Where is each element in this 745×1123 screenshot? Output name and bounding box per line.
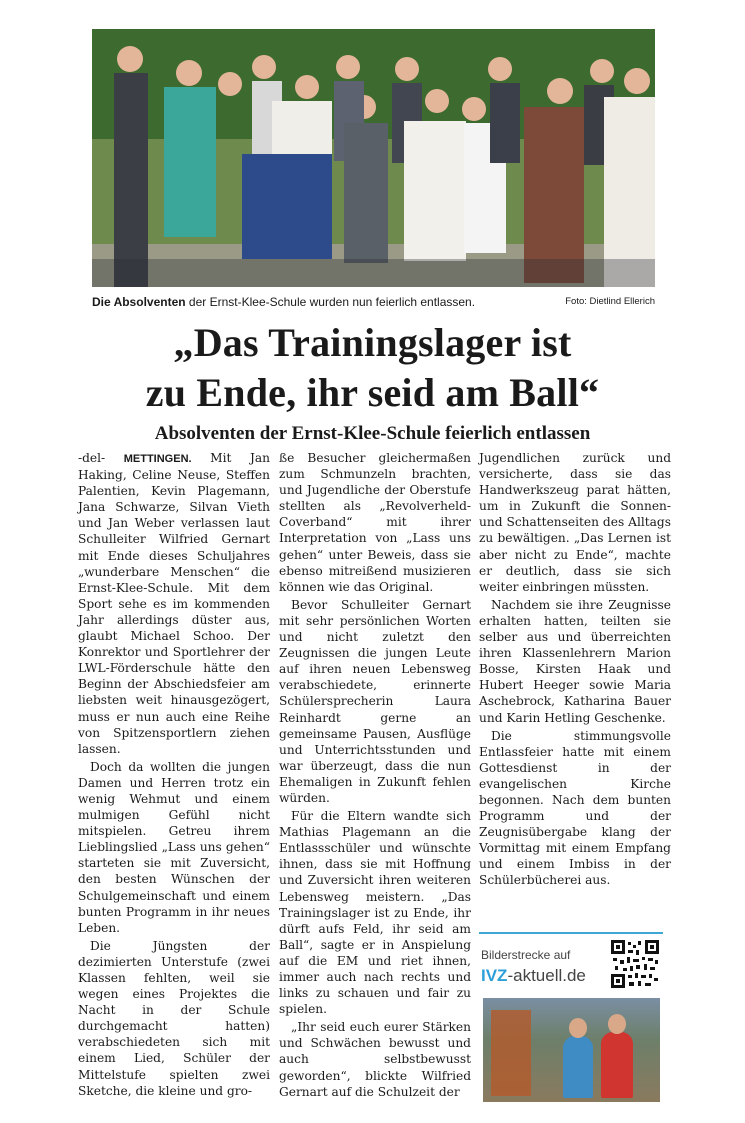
thumbnail-person	[601, 1032, 633, 1098]
qr-code-icon[interactable]	[611, 940, 659, 988]
brand-suffix: -aktuell.de	[507, 966, 586, 985]
article-column-3	[479, 450, 671, 889]
group-photo	[92, 29, 655, 287]
gallery-thumbnail[interactable]	[483, 998, 660, 1102]
article-column-1	[78, 450, 270, 1099]
paragraph-text: Mit Jan Haking, Celine Neuse, Steffen Palentien, Kevin Plagemann, Jana Schwarze, Silvan Vieth und Jan Weber verlassen laut Schulleiter Wilfried Gernart mit Ende dieses Schuljahres „wunderbare Menschen“ die Ernst-Klee-Schule. Mit dem Sport sehe es im kommenden Jahr allerdings düster aus, glaubt Michael Schoo. Der Konrektor und Sportlehrer der LWL-Förderschule hätte den Beginn der Abschiedsfeier am liebsten weit hinausgezögert, muss er nun auch eine Reihe von Spitzensportlern ziehen lassen.	[78, 451, 270, 756]
thumbnail-head	[569, 1018, 587, 1038]
paragraph: Für die Eltern wandte sich Mathias Plagemann an die Entlassschüler und wünschte ihnen, dass sie mit Hoffnung und Zuversicht ihren weiteren Lebensweg meistern. „Das Trainingslager ist zu Ende, ihr dürft aufs Feld, ihr seid am Ball“, sagte er in Anspielung auf die EM und riet ihnen, immer auch nach rechts und links zu schauen und fair zu spielen.	[279, 809, 471, 1017]
paragraph: ße Besucher gleichermaßen zum Schmunzeln brachten, und Jugendliche der Oberstufe stellten als „Revolverheld-Coverband“ mit ihrer Interpretation von „Lass uns gehen“ unter Beweis, dass sie ebenso mitreißend musizieren können wie das Original.	[279, 451, 471, 594]
thumbnail-person	[563, 1036, 593, 1098]
promo-label: Bilderstrecke auf	[481, 948, 571, 962]
photo-credit: Foto: Dietlind Ellerich	[565, 296, 655, 307]
qr-code-graphic	[611, 940, 659, 988]
article-column-2	[279, 450, 471, 1100]
headline-line-2: zu Ende, ihr seid am Ball“	[145, 370, 600, 415]
author-tag: -del-	[78, 451, 124, 465]
paragraph: Jugendlichen zurück und versicherte, dass sie das Handwerkszeug parat hätten, um in Zukunft die Sonnen- und Schattenseiten des Alltags zu bewältigen. „Das Lernen ist aber nicht zu Ende“, machte er deutlich, dass sie sich weiter einbringen müssten.	[479, 451, 671, 594]
paragraph	[78, 450, 270, 757]
paragraph: Bevor Schulleiter Gernart mit sehr persönlichen Worten und nicht zuletzt den Zeugnissen die jungen Leute auf ihren neuen Lebensweg verabschiedete, erinnerte Schülersprecherin Laura Reinhardt gerne an gemeinsame Pausen, Ausflüge und Unterrichtsstunden und war überzeugt, dass die nun Ehemaligen in Zukunft fehlen würden.	[279, 597, 471, 805]
paragraph: „Ihr seid euch eurer Stärken und Schwächen bewusst und auch selbstbewusst geworden“, blickte Wilfried Gernart auf die Schulzeit der	[279, 1020, 471, 1099]
caption-bold: Die Absolventen	[92, 295, 186, 309]
thumbnail-background	[491, 1010, 531, 1096]
photo-caption	[92, 294, 655, 310]
paragraph: Die stimmungsvolle Entlassfeier hatte mit einem Gottesdienst in der evangelischen Kirche begonnen. Nach dem bunten Programm und der Zeugnisübergabe klang der Vormittag mit einem Empfang und einem Imbiss in der Schülerbücherei aus.	[479, 728, 671, 888]
dateline: METTINGEN.	[123, 453, 192, 465]
group-photo-illustration	[92, 29, 655, 287]
paragraph: Die Jüngsten der dezimierten Unterstufe (zwei Klassen fehlten, weil sie wegen eines Projektes die Nacht in der Schule durchgemacht hatten) verabschiedeten sich mit einem Lied, Schüler der Mittelstufe spielten zwei Sketche, die kleine und gro-	[78, 938, 270, 1098]
promo-link[interactable]	[481, 966, 586, 986]
thumbnail-head	[608, 1014, 626, 1034]
headline-line-1: „Das Trainingslager ist	[173, 320, 572, 365]
brand-logo: IVZ	[481, 966, 508, 985]
paragraph: Doch da wollten die jungen Damen und Herren trotz ein wenig Wehmut und einem mulmigen Gefühl nicht mitspielen. Getreu ihrem Lieblingslied „Lass uns gehen“ starteten sie mit Zuversicht, den besten Wünschen der Schulgemeinschaft und einem bunten Programm in ihr neues Leben.	[78, 759, 270, 935]
headline	[60, 318, 685, 418]
caption-text: der Ernst-Klee-Schule wurden nun feierlich entlassen.	[185, 295, 476, 309]
subheadline: Absolventen der Ernst-Klee-Schule feierlich entlassen	[154, 423, 591, 444]
paragraph: Nachdem sie ihre Zeugnisse erhalten hatten, teilten sie selber aus und überreichten ihren Klassenlehrern Marion Bosse, Kirsten Haak und Hubert Heeger sowie Maria Aschebrock, Katharina Bauer und Karin Hetling Geschenke.	[479, 597, 671, 725]
